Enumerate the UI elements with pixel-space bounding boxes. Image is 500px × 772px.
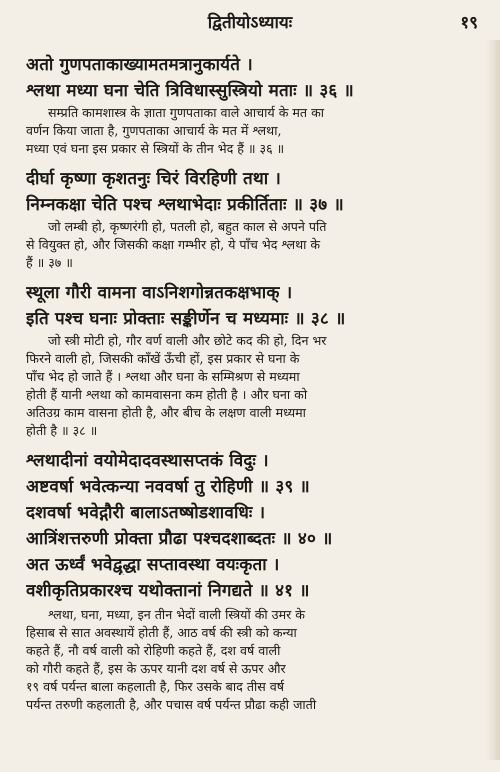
commentary-line: जो स्त्री मोटी हो, गौर वर्ण वाली और छोटे कद की हो, दिन भर [48,333,327,348]
verse-line: दीर्घा कृष्णा कृशतनुः चिरं विरहिणी तथा । [26,169,282,189]
verse-line: श्लथा मध्या घना चेति त्रिविधास्सुस्त्रियो मताः ॥ ३६ ॥ [26,81,354,101]
commentary-line: पर्यन्त तरुणी कहलाती है, और पचास वर्ष पर्यन्त प्रौढा कही जाती [26,697,317,712]
verse-line: अतो गुणपताकाख्यामतमत्रानुकार्यते । [26,55,253,75]
commentary-line: जो लम्बी हो, कृष्णरंगी हो, पतली हो, बहुत काल से अपने पति [48,219,327,234]
page-edge-shadow [486,40,500,760]
verse-line: आत्रिंशत्तरुणी प्रोक्ता प्रौढा पश्चदशाब्दतः ॥ ४० ॥ [26,529,333,549]
commentary-line: होती है ॥ ३८ ॥ [26,423,98,438]
page-number: १९ [460,13,478,33]
verse-line: इति पश्च घनाः प्रोक्ताः सङ्कीर्णेन च मध्यमाः ॥ ३८ ॥ [26,309,346,329]
commentary-line: हैं ॥ ३७ ॥ [26,255,73,270]
commentary-line: कहते हैं, नौ वर्ष वाली को रोहिणी कहते हैं, दश वर्ष वाली [26,643,281,658]
page-header [0,8,500,38]
verse-line: स्थूला गौरी वामना वाऽनिशगोन्नतकक्षभाक् । [26,283,293,303]
verse-line: श्लथादीनां वयोमेदादवस्थासप्तकं विदुः । [26,451,269,471]
commentary-line: फिरने वाली हो, जिसकी काँखें ऊँची हों, इस प्रकार से घना के [26,351,300,366]
commentary-line: श्लथा, घना, मध्या, इन तीन भेदों वाली स्त्रियों की उमर के [48,607,305,622]
verse-line: अत ऊर्ध्वं भवेद्वृद्धा सप्तावस्था वयःकृता । [26,555,280,575]
commentary-line: सम्प्रति कामशास्त्र के ज्ञाता गुणपताका वाले आचार्य के मत का [48,105,325,120]
commentary-line: से वियुक्त हो, और जिसकी कक्षा गम्भीर हो, ये पाँच भेद श्लथा के [26,237,321,252]
verse-line: दशवर्षा भवेद्गौरी बालाऽतष्षोडशावधिः । [26,503,266,523]
chapter-title: द्वितीयोऽध्यायः [207,13,293,33]
commentary-line: को गौरी कहते हैं, इस के ऊपर यानी दश वर्ष से ऊपर और [26,661,286,676]
commentary-line: पाँच भेद हो जाते हैं । श्लथा और घना के सम्मिश्रण से मध्यमा [26,369,300,384]
verse-line: अष्टवर्षा भवेत्कन्या नववर्षा तु रोहिणी ॥ ३९ ॥ [26,477,310,497]
verse-line: वशीकृतिप्रकारश्च यथोक्तानां निगद्यते ॥ ४१ ॥ [26,581,310,601]
verse-line: निम्नकक्षा चेति पश्च श्लथाभेदाः प्रकीर्तिताः ॥ ३७ ॥ [26,195,344,215]
commentary-line: होती हैं यानी श्लथा को कामवासना कम होती है । और घना को [26,387,308,402]
commentary-line: अतिउग्र काम वासना होती है, और बीच के लक्षण वाली मध्यमा [26,405,306,420]
commentary-line: मध्या एवं घना इस प्रकार से स्त्रियों के तीन भेद हैं ॥ ३६ ॥ [26,141,285,156]
commentary-line: वर्णन किया जाता है, गुणपताका आचार्य के मत में श्लथा, [26,123,282,138]
commentary-line: १९ वर्ष पर्यन्त बाला कहलाती है, फिर उसके बाद तीस वर्ष [26,679,285,694]
commentary-line: हिसाब से सात अवस्थायें होती हैं, आठ वर्ष की स्त्री को कन्या [26,625,297,640]
